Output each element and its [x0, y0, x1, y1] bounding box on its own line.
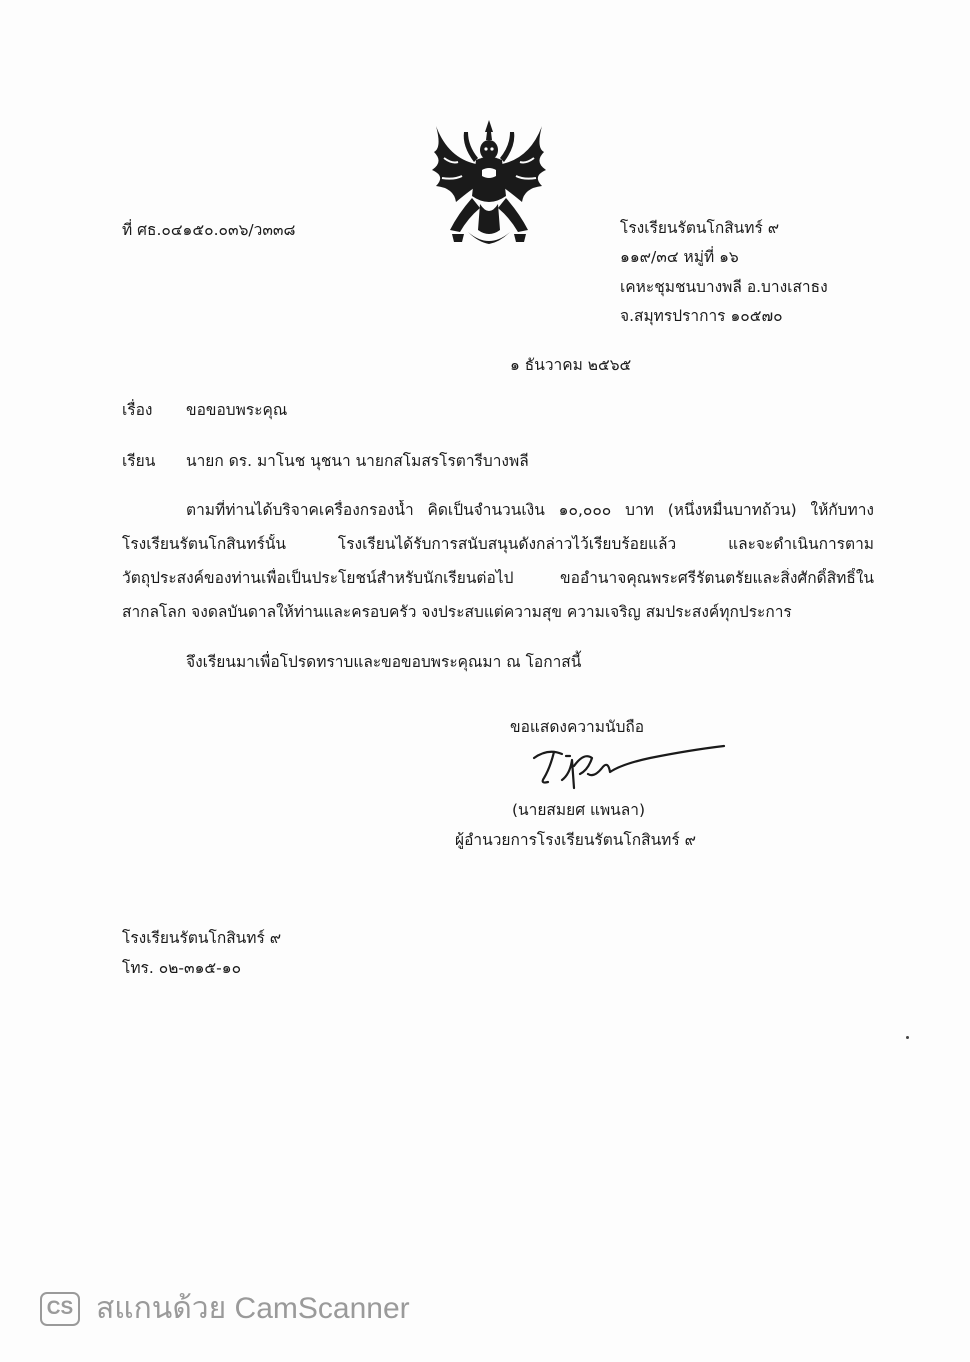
body-line: โรงเรียนรัตนโกสินทร์นั้น โรงเรียนได้รับการสนับสนุนดังกล่าวไว้เรียบร้อยแล้ว และจะดำเนินการตาม — [122, 535, 874, 553]
camscanner-watermark: สแกนด้วย CamScanner — [96, 1292, 410, 1325]
closing-paragraph: จึงเรียนมาเพื่อโปรดทราบและขอขอบพระคุณมา ณ โอกาสนี้ — [186, 653, 582, 671]
scan-speck — [906, 1036, 909, 1039]
footer-school: โรงเรียนรัตนโกสินทร์ ๙ — [122, 929, 282, 947]
reference-number: ที่ ศธ.๐๔๑๕๐.๐๓๖/ว๓๓๘ — [122, 221, 296, 239]
address-line: จ.สมุทรปราการ ๑๐๕๗๐ — [620, 307, 783, 325]
subject-text: ขอขอบพระคุณ — [186, 401, 288, 419]
recipient-text: นายก ดร. มาโนช นุชนา นายกสโมสรโรตารีบางพลี — [186, 452, 529, 470]
subject-label: เรื่อง — [122, 401, 153, 419]
footer-phone: โทร. ๐๒-๓๑๕-๑๐ — [122, 959, 242, 977]
garuda-emblem-icon — [428, 118, 550, 250]
body-line: สากลโลก จงดลบันดาลให้ท่านและครอบครัว จงประสบแต่ความสุข ความเจริญ สมประสงค์ทุกประการ — [122, 603, 792, 621]
complimentary-close: ขอแสดงความนับถือ — [510, 718, 645, 736]
recipient-label: เรียน — [122, 452, 156, 470]
body-line: วัตถุประสงค์ของท่านเพื่อเป็นประโยชน์สำหรับนักเรียนต่อไป ขออำนาจคุณพระศรีรัตนตรัยและสิ่งศักดิ์สิทธิ์ใน — [122, 569, 874, 587]
signatory-title: ผู้อำนวยการโรงเรียนรัตนโกสินทร์ ๙ — [455, 831, 696, 849]
address-line: โรงเรียนรัตนโกสินทร์ ๙ — [620, 219, 780, 237]
signatory-name: (นายสมยศ แพนลา) — [512, 801, 646, 819]
address-line: ๑๑๙/๓๔ หมู่ที่ ๑๖ — [620, 248, 739, 266]
camscanner-logo-icon: CS — [40, 1292, 80, 1326]
address-line: เคหะชุมชนบางพลี อ.บางเสาธง — [620, 278, 828, 296]
letter-date: ๑ ธันวาคม ๒๕๖๕ — [510, 356, 632, 374]
body-line: ตามที่ท่านได้บริจาคเครื่องกรองน้ำ คิดเป็นจำนวนเงิน ๑๐,๐๐๐ บาท (หนึ่งหมื่นบาทถ้วน) ให้กับทาง — [186, 501, 874, 519]
handwritten-signature — [530, 738, 730, 798]
